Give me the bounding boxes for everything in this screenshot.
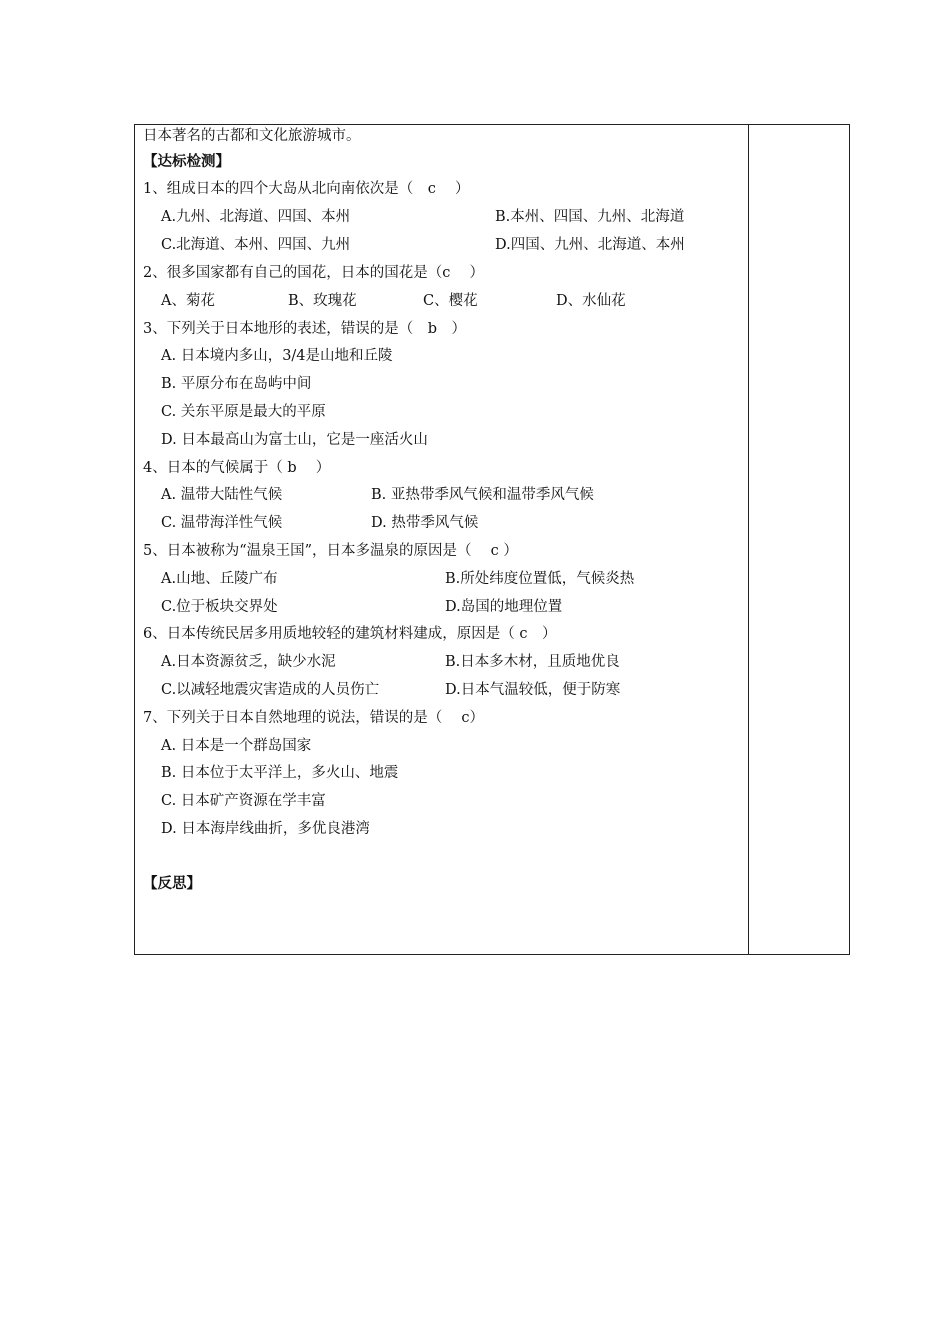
section-title: 【达标检测】: [143, 154, 230, 170]
q4-option-a: A. 温带大陆性气候: [161, 487, 283, 503]
reflection-title: 【反思】: [143, 876, 201, 892]
q5-option-d: D.岛国的地理位置: [445, 599, 563, 615]
q1-stem: 1、组成日本的四个大岛从北向南依次是（ c ）: [143, 181, 470, 197]
q2-stem: 2、很多国家都有自己的国花，日本的国花是（c ）: [143, 265, 484, 281]
q6-option-d: D.日本气温较低，便于防寒: [445, 682, 621, 698]
q7-stem: 7、下列关于日本自然地理的说法，错误的是（ c）: [143, 710, 484, 726]
q2-option-b: B、玫瑰花: [288, 293, 357, 309]
q2-option-a: A、菊花: [161, 293, 215, 309]
q3-option-d: D. 日本最高山为富士山，它是一座活火山: [161, 432, 428, 448]
q3-option-c: C. 关东平原是最大的平原: [161, 404, 326, 420]
q4-stem: 4、日本的气候属于（ b ）: [143, 460, 331, 476]
q4-option-b: B. 亚热带季风气候和温带季风气候: [371, 487, 594, 503]
q7-option-b: B. 日本位于太平洋上，多火山、地震: [161, 765, 399, 781]
q1-option-c: C.北海道、本州、四国、九州: [161, 237, 351, 253]
worksheet-table: [134, 124, 850, 955]
q1-option-d: D.四国、九州、北海道、本州: [495, 237, 685, 253]
q1-option-b: B.本州、四国、九州、北海道: [495, 209, 685, 225]
q3-option-b: B. 平原分布在岛屿中间: [161, 376, 312, 392]
q5-option-c: C.位于板块交界处: [161, 599, 278, 615]
q2-option-d: D、水仙花: [556, 293, 626, 309]
q6-option-b: B.日本多木材，且质地优良: [445, 654, 620, 670]
q7-option-d: D. 日本海岸线曲折，多优良港湾: [161, 821, 370, 837]
q5-option-a: A.山地、丘陵广布: [161, 571, 278, 587]
intro-text: 日本著名的古都和文化旅游城市。: [143, 128, 361, 144]
q5-stem: 5、日本被称为“温泉王国”，日本多温泉的原因是（ c ）: [143, 543, 518, 559]
column-divider: [748, 125, 749, 954]
q7-option-c: C. 日本矿产资源在学丰富: [161, 793, 326, 809]
q6-option-a: A.日本资源贫乏，缺少水泥: [161, 654, 336, 670]
q7-option-a: A. 日本是一个群岛国家: [161, 738, 312, 754]
q2-option-c: C、樱花: [423, 293, 478, 309]
q3-stem: 3、下列关于日本地形的表述，错误的是（ b ）: [143, 321, 467, 337]
q4-option-d: D. 热带季风气候: [371, 515, 479, 531]
q3-option-a: A. 日本境内多山，3/4是山地和丘陵: [161, 348, 393, 364]
q1-option-a: A.九州、北海道、四国、本州: [161, 209, 351, 225]
q6-stem: 6、日本传统民居多用质地较轻的建筑材料建成，原因是（ c ）: [143, 626, 557, 642]
q6-option-c: C.以减轻地震灾害造成的人员伤亡: [161, 682, 380, 698]
q4-option-c: C. 温带海洋性气候: [161, 515, 283, 531]
q5-option-b: B.所处纬度位置低，气候炎热: [445, 571, 635, 587]
